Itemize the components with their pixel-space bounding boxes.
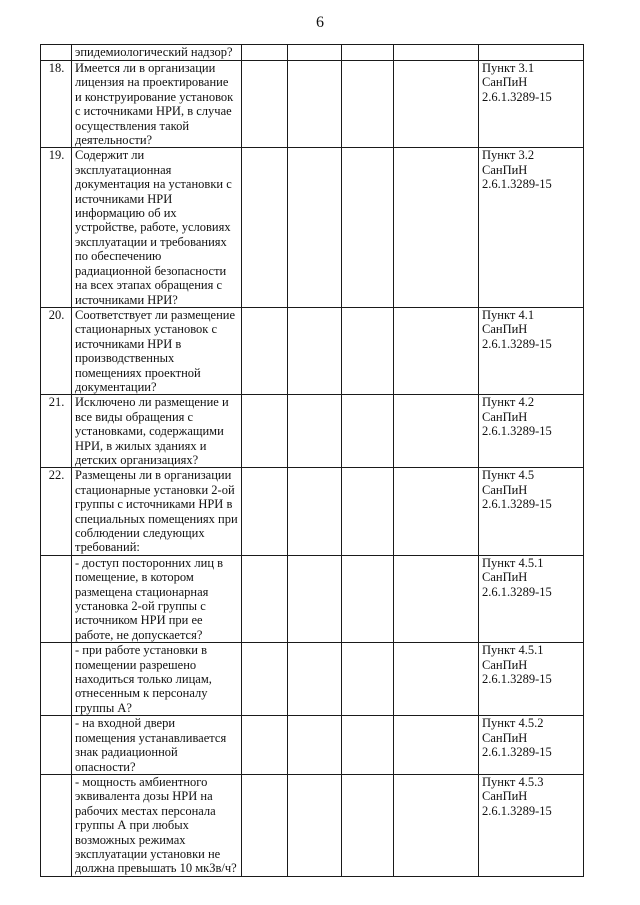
row-number (41, 45, 72, 61)
answer-cell-na[interactable] (342, 307, 394, 394)
row-number: 20. (41, 307, 72, 394)
answer-cell-na[interactable] (342, 716, 394, 775)
row-number (41, 555, 72, 642)
notes-cell[interactable] (394, 716, 479, 775)
answer-cell-na[interactable] (342, 774, 394, 876)
question-cell: Содержит ли эксплуатационная документация на установки с источниками НРИ информацию об их устройстве, работе, условиях эксплуатации и требованиях по обеспечению радиационной безопасности на всех этапах обращения с источниками НРИ? (72, 148, 242, 307)
notes-cell[interactable] (394, 148, 479, 307)
reference-cell: Пункт 3.1 СанПиН 2.6.1.3289-15 (479, 61, 584, 148)
notes-cell[interactable] (394, 643, 479, 716)
reference-cell: Пункт 3.2 СанПиН 2.6.1.3289-15 (479, 148, 584, 307)
question-cell: Размещены ли в организации стационарные установки 2-ой группы с источниками НРИ в специальных помещениях при соблюдении следующих требований: (72, 468, 242, 555)
row-number (41, 643, 72, 716)
answer-cell-no[interactable] (288, 716, 342, 775)
reference-cell: Пункт 4.5.1 СанПиН 2.6.1.3289-15 (479, 555, 584, 642)
table-row (41, 61, 584, 148)
answer-cell-na[interactable] (342, 148, 394, 307)
answer-cell-no[interactable] (288, 774, 342, 876)
answer-cell-no[interactable] (288, 395, 342, 468)
answer-cell-yes[interactable] (242, 555, 288, 642)
answer-cell-na[interactable] (342, 468, 394, 555)
table-row (41, 148, 584, 307)
answer-cell-yes[interactable] (242, 716, 288, 775)
table-row (41, 643, 584, 716)
answer-cell-na[interactable] (342, 643, 394, 716)
notes-cell[interactable] (394, 395, 479, 468)
reference-cell: Пункт 4.5.1 СанПиН 2.6.1.3289-15 (479, 643, 584, 716)
notes-cell[interactable] (394, 307, 479, 394)
question-cell: - мощность амбиентного эквивалента дозы НРИ на рабочих местах персонала группы А при любых возможных режимах эксплуатации установки не должна превышать 10 мкЗв/ч? (72, 774, 242, 876)
answer-cell-yes[interactable] (242, 395, 288, 468)
notes-cell[interactable] (394, 468, 479, 555)
answer-cell-no[interactable] (288, 643, 342, 716)
answer-cell-na[interactable] (342, 555, 394, 642)
answer-cell-na[interactable] (342, 61, 394, 148)
question-cell: Имеется ли в организации лицензия на проектирование и конструирование установок с источниками НРИ, в случае осуществления такой деятельности? (72, 61, 242, 148)
answer-cell-no[interactable] (288, 468, 342, 555)
table-row (41, 468, 584, 555)
row-number: 21. (41, 395, 72, 468)
answer-cell-yes[interactable] (242, 468, 288, 555)
question-cell: Исключено ли размещение и все виды обращения с установками, содержащими НРИ, в жилых зданиях и детских организациях? (72, 395, 242, 468)
question-cell: - при работе установки в помещении разрешено находиться только лицам, отнесенным к персоналу группы А? (72, 643, 242, 716)
question-cell: эпидемиологический надзор? (72, 45, 242, 61)
row-number: 19. (41, 148, 72, 307)
page-number: 6 (316, 14, 324, 31)
table-row (41, 395, 584, 468)
notes-cell[interactable] (394, 61, 479, 148)
answer-cell-yes[interactable] (242, 307, 288, 394)
table-row (41, 307, 584, 394)
checklist-table (40, 44, 584, 877)
row-number (41, 774, 72, 876)
answer-cell-yes[interactable] (242, 148, 288, 307)
answer-cell-no[interactable] (288, 148, 342, 307)
answer-cell-na[interactable] (342, 45, 394, 61)
reference-cell: Пункт 4.5.2 СанПиН 2.6.1.3289-15 (479, 716, 584, 775)
answer-cell-no[interactable] (288, 61, 342, 148)
row-number: 22. (41, 468, 72, 555)
row-number: 18. (41, 61, 72, 148)
answer-cell-na[interactable] (342, 395, 394, 468)
reference-cell: Пункт 4.5.3 СанПиН 2.6.1.3289-15 (479, 774, 584, 876)
answer-cell-yes[interactable] (242, 643, 288, 716)
reference-cell: Пункт 4.1 СанПиН 2.6.1.3289-15 (479, 307, 584, 394)
reference-cell (479, 45, 584, 61)
table-row (41, 774, 584, 876)
reference-cell: Пункт 4.2 СанПиН 2.6.1.3289-15 (479, 395, 584, 468)
answer-cell-no[interactable] (288, 45, 342, 61)
notes-cell[interactable] (394, 774, 479, 876)
notes-cell[interactable] (394, 45, 479, 61)
question-cell: - доступ посторонних лиц в помещение, в котором размещена стационарная установка 2-ой группы с источником НРИ при ее работе, не допускается? (72, 555, 242, 642)
table-row (41, 555, 584, 642)
question-cell: Соответствует ли размещение стационарных установок с источниками НРИ в производственных помещениях проектной документации? (72, 307, 242, 394)
answer-cell-yes[interactable] (242, 45, 288, 61)
answer-cell-yes[interactable] (242, 774, 288, 876)
reference-cell: Пункт 4.5 СанПиН 2.6.1.3289-15 (479, 468, 584, 555)
question-cell: - на входной двери помещения устанавливается знак радиационной опасности? (72, 716, 242, 775)
row-number (41, 716, 72, 775)
table-row (41, 45, 584, 61)
answer-cell-no[interactable] (288, 307, 342, 394)
table-row (41, 716, 584, 775)
answer-cell-no[interactable] (288, 555, 342, 642)
answer-cell-yes[interactable] (242, 61, 288, 148)
notes-cell[interactable] (394, 555, 479, 642)
